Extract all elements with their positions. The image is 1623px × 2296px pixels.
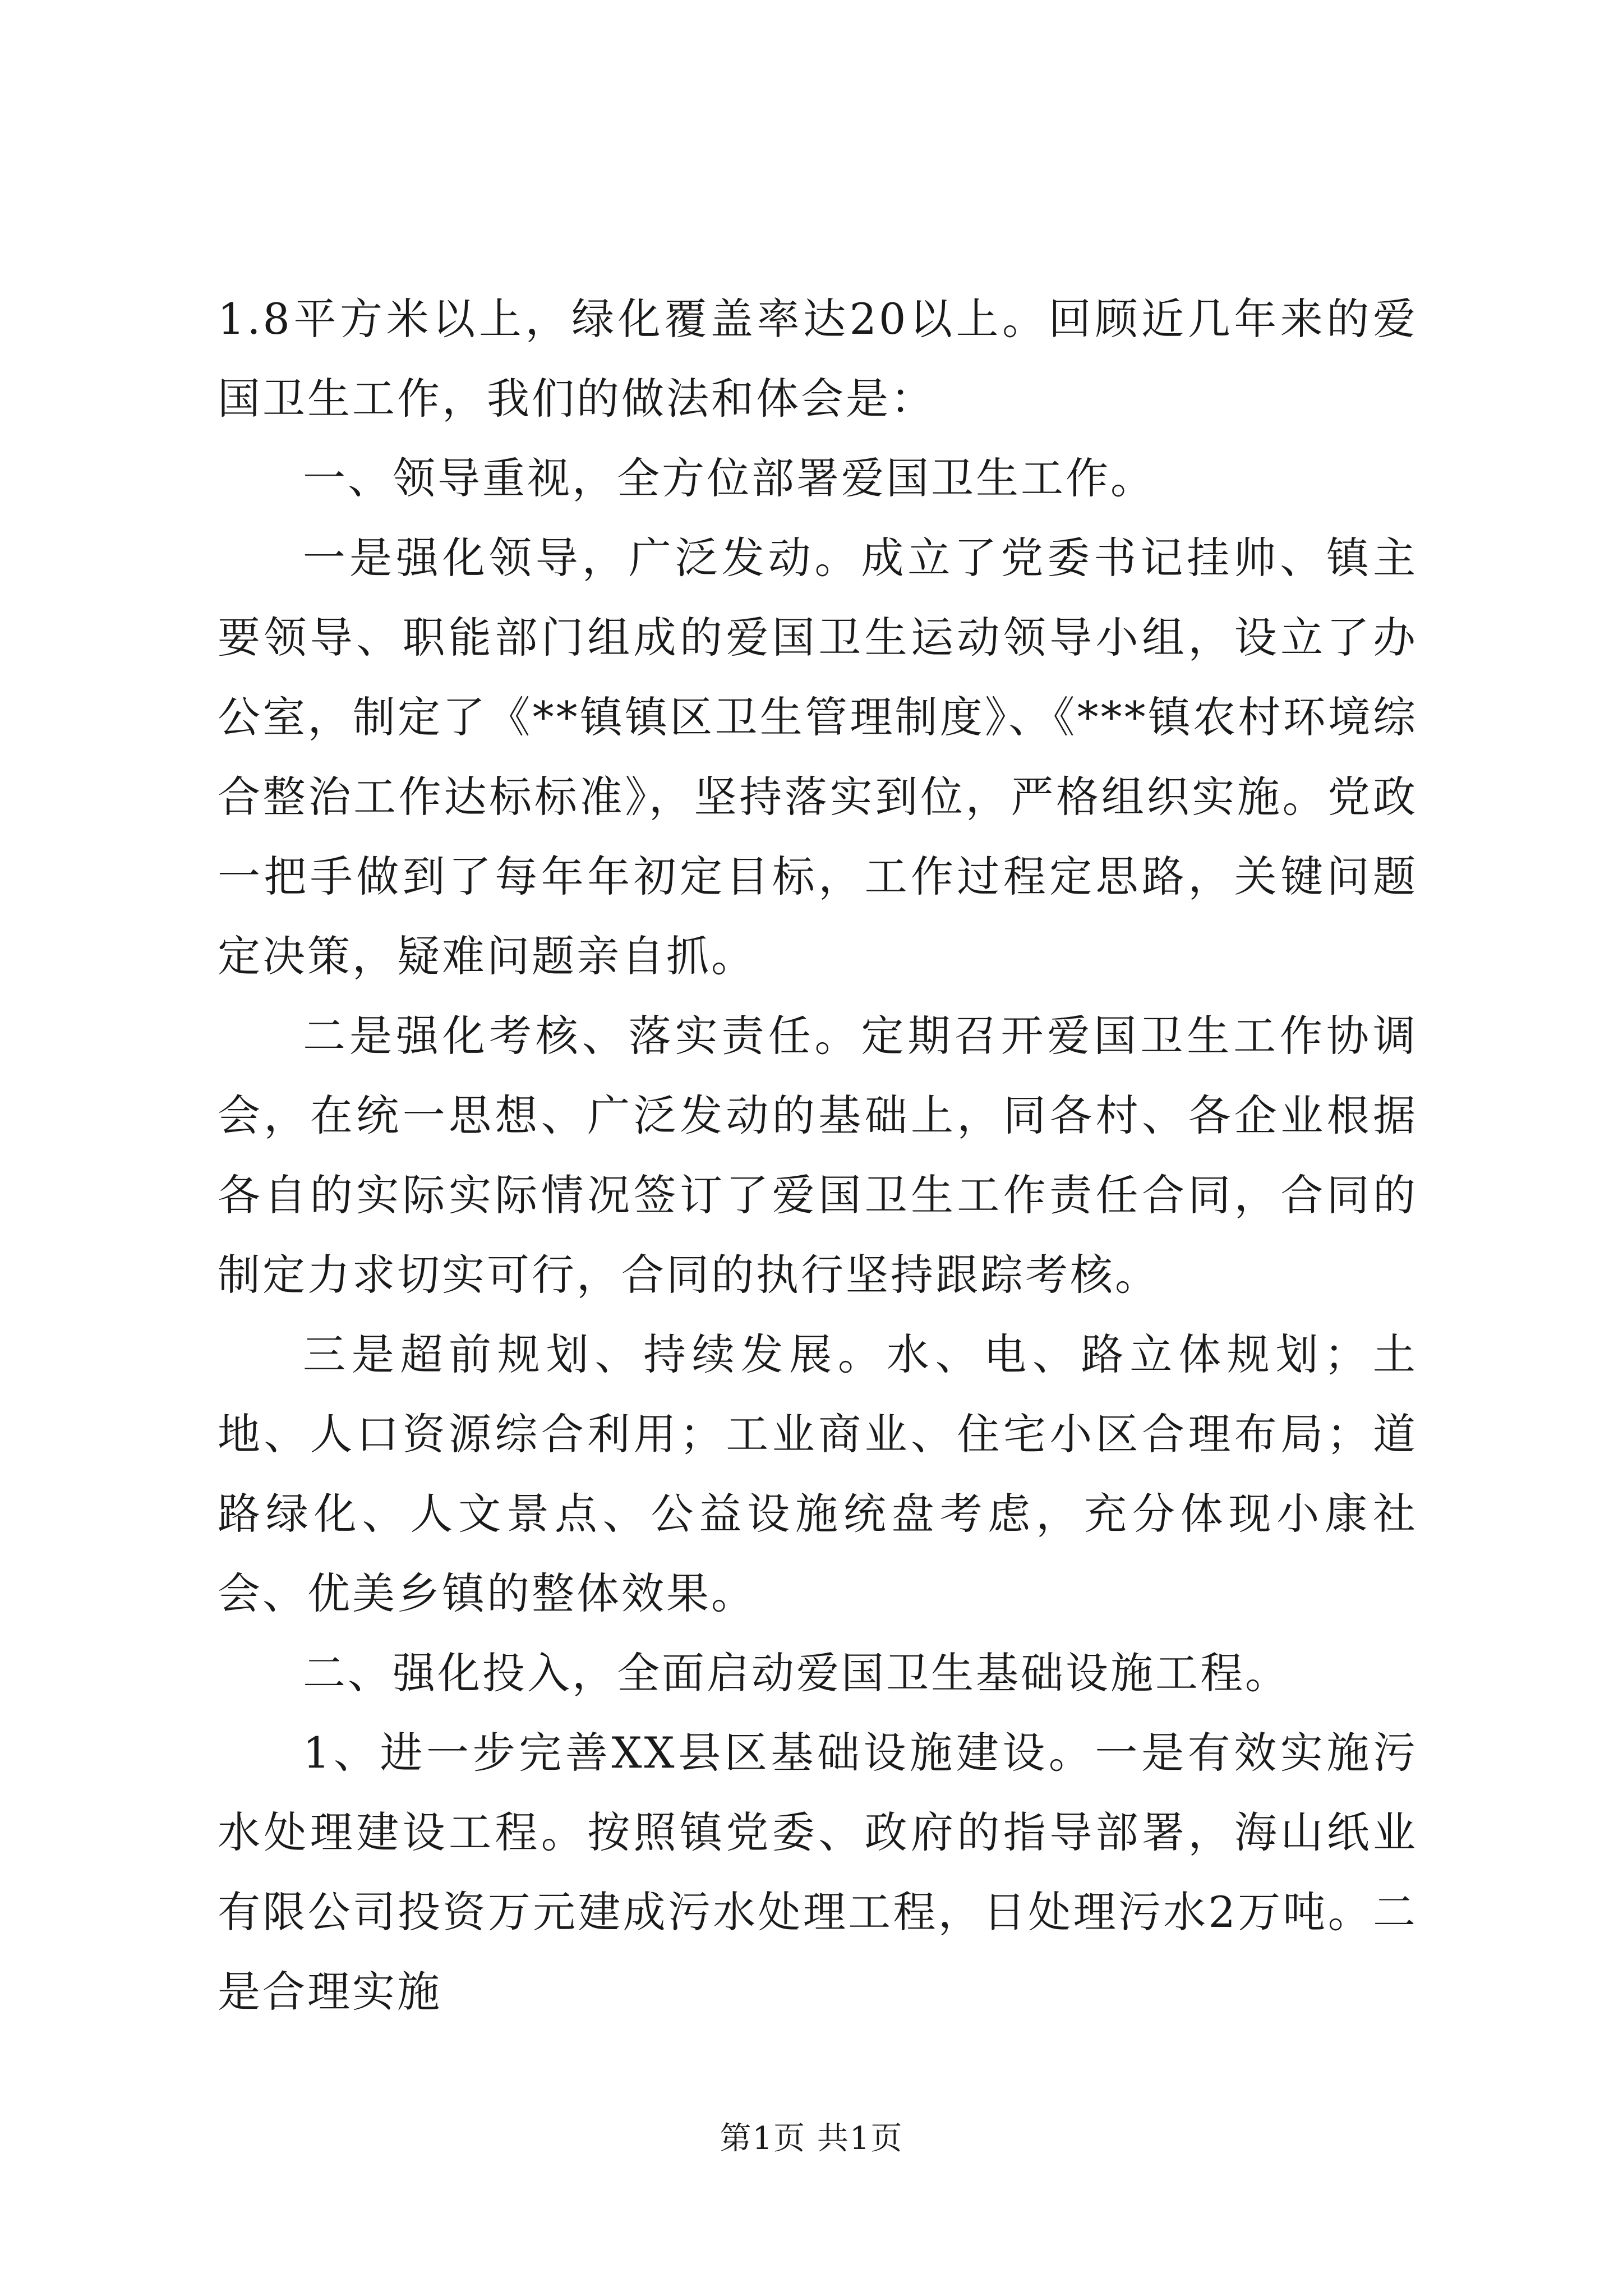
paragraph-assessment: 二是强化考核、落实责任。定期召开爱国卫生工作协调会，在统一思想、广泛发动的基础上，同各村、各企业根据各自的实际实际情况签订了爱国卫生工作责任合同，合同的制定力求切实可行，合同的执行坚持跟踪考核。 — [218, 1011, 1418, 1300]
paragraph-intro: 1.8平方米以上，绿化覆盖率达20以上。回顾近几年来的爱国卫生工作，我们的做法和体会是： — [218, 294, 1418, 424]
paragraph-infrastructure: 1、进一步完善XX县区基础设施建设。一是有效实施污水处理建设工程。按照镇党委、政府的指导部署，海山纸业有限公司投资万元建成污水处理工程，日处理污水2万吨。二是合理实施 — [218, 1728, 1418, 2017]
section-heading-2: 二、强化投入，全面启动爱国卫生基础设施工程。 — [303, 1648, 1290, 1698]
page-footer: 第1页 共1页 — [720, 2120, 903, 2157]
document-body — [218, 279, 1418, 2032]
section-heading-1: 一、领导重视，全方位部署爱国卫生工作。 — [303, 453, 1155, 503]
paragraph-planning: 三是超前规划、持续发展。水、电、路立体规划；土地、人口资源综合利用；工业商业、住宅小区合理布局；道路绿化、人文景点、公益设施统盘考虑，充分体现小康社会、优美乡镇的整体效果。 — [218, 1329, 1418, 1618]
paragraph-leadership: 一是强化领导，广泛发动。成立了党委书记挂帅、镇主要领导、职能部门组成的爱国卫生运动领导小组，设立了办公室，制定了《**镇镇区卫生管理制度》、《***镇农村环境综合整治工作达标标准》，坚持落实到位，严格组织实施。党政一把手做到了每年年初定目标，工作过程定思路，关键问题定决策，疑难问题亲自抓。 — [218, 533, 1418, 981]
